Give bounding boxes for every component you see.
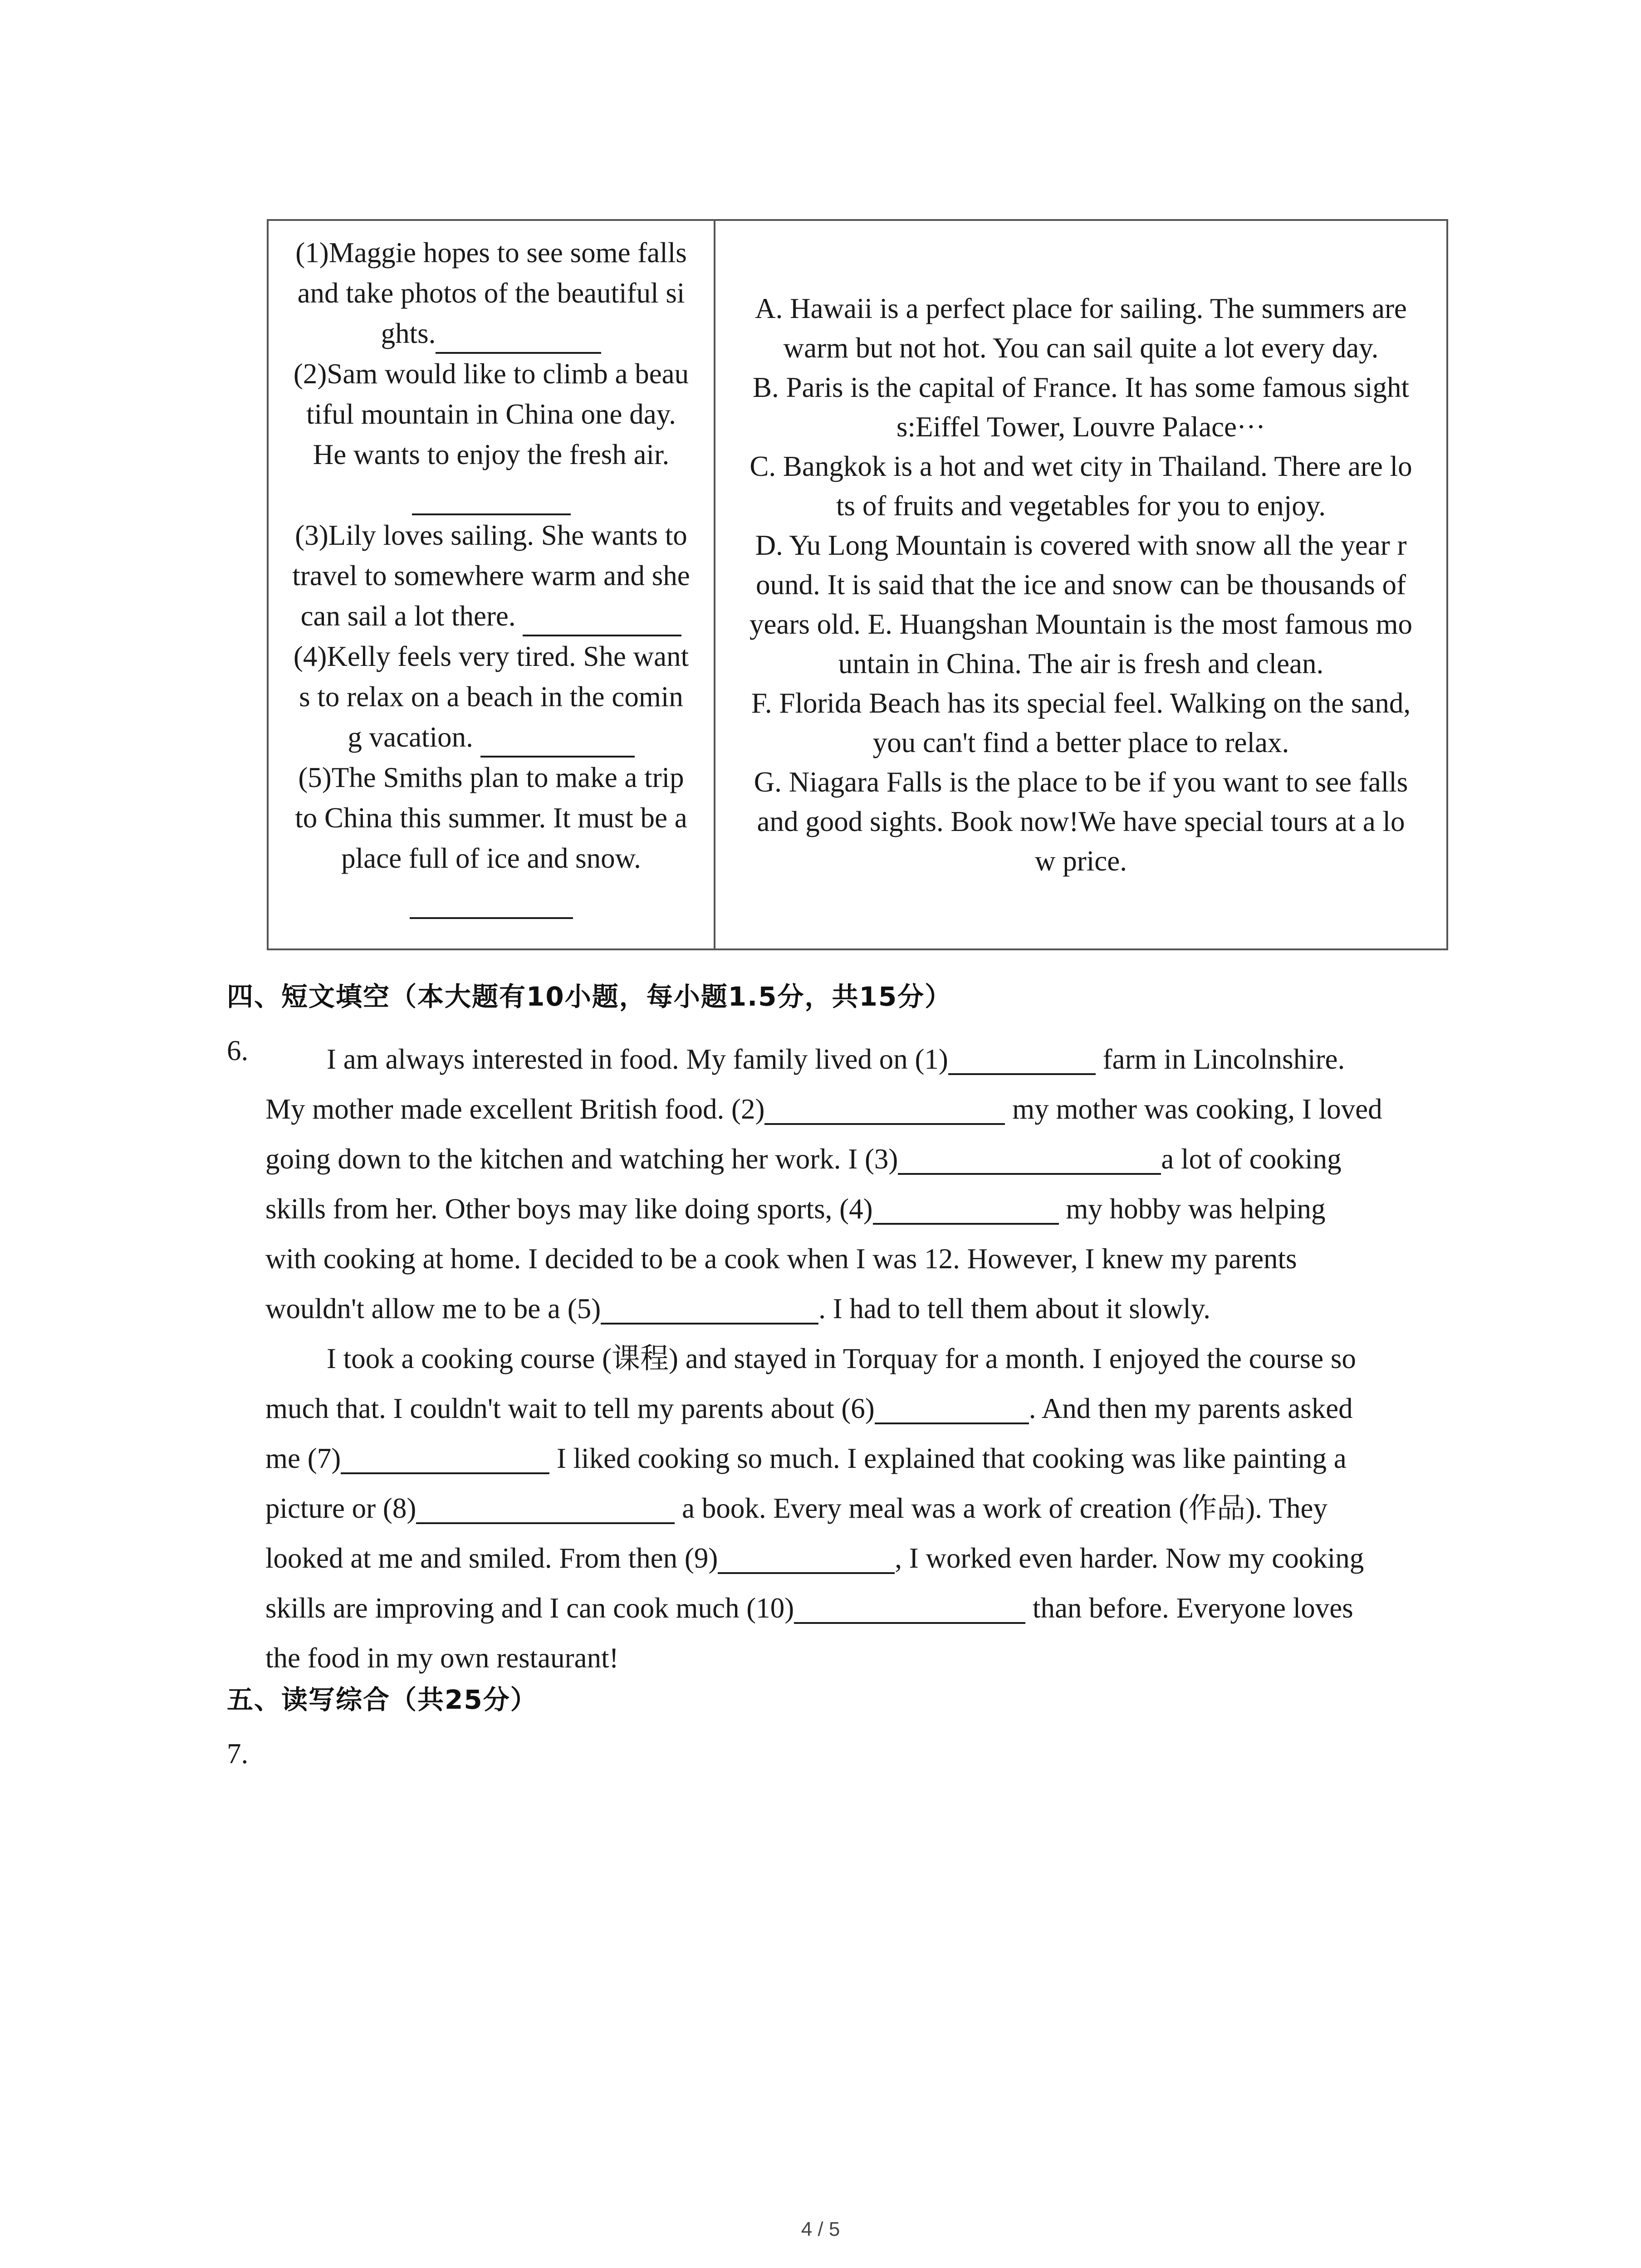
passage-text: the food in my own restaurant! <box>265 1642 619 1674</box>
passage-text: a book. Every meal was a work of creation (作品). They <box>675 1492 1327 1524</box>
section-5-heading: 五、读写综合（共25分） <box>227 1684 538 1715</box>
passage-text: going down to the kitchen and watching her work. I (3) <box>265 1143 898 1175</box>
cloze-blank-1[interactable] <box>948 1042 1096 1075</box>
answer-blank-3[interactable] <box>523 603 681 636</box>
q3-line3 <box>278 596 705 636</box>
passage-line <box>265 1533 1454 1583</box>
option-a-line1: A. Hawaii is a perfect place for sailing. The summers are <box>755 293 1407 324</box>
passage-line <box>265 1234 1454 1284</box>
options-column <box>715 221 1446 948</box>
cloze-blank-9[interactable] <box>718 1541 895 1574</box>
option-c-line1: C. Bangkok is a hot and wet city in Thailand. There are lo <box>749 450 1412 482</box>
passage-line <box>265 1284 1454 1334</box>
answer-blank-5[interactable] <box>410 885 573 919</box>
matching-table <box>267 219 1448 950</box>
question-3 <box>278 515 705 636</box>
passage-line <box>265 1633 1454 1683</box>
passage-text: farm in Lincolnshire. <box>1095 1043 1345 1075</box>
passage-text: I am always interested in food. My family lived on (1) <box>327 1043 948 1075</box>
q5-line1: (5)The Smiths plan to make a trip <box>298 762 684 793</box>
passage-text: I liked cooking so much. I explained that cooking was like painting a <box>549 1442 1347 1474</box>
passage-line <box>265 1483 1454 1533</box>
question-7-number: 7. <box>227 1738 249 1769</box>
passage-text: My mother made excellent British food. (2) <box>265 1093 765 1125</box>
cloze-blank-5[interactable] <box>601 1292 818 1325</box>
option-c-line2: ts of fruits and vegetables for you to enjoy. <box>836 490 1326 522</box>
passage-line <box>265 1583 1454 1633</box>
question-2 <box>278 354 705 515</box>
option-f-line2: you can't find a better place to relax. <box>872 727 1289 758</box>
cloze-blank-2[interactable] <box>764 1092 1005 1125</box>
passage-text: , I worked even harder. Now my cooking <box>895 1542 1364 1574</box>
passage-text: looked at me and smiled. From then (9) <box>265 1542 718 1574</box>
passage-text: wouldn't allow me to be a (5) <box>265 1293 601 1325</box>
option-a-line2: warm but not hot. You can sail quite a lot every day. <box>783 332 1379 364</box>
cloze-blank-4[interactable] <box>873 1192 1059 1225</box>
q1-line2: and take photos of the beautiful si <box>297 277 685 309</box>
passage-text: . And then my parents asked <box>1029 1393 1353 1424</box>
passage-text: skills are improving and I can cook much (10) <box>265 1592 794 1624</box>
passage-text: my hobby was helping <box>1058 1193 1326 1225</box>
q1-line3-text: ghts. <box>381 318 436 349</box>
page-number: 4 / 5 <box>801 2218 840 2240</box>
q2-line1: (2)Sam would like to climb a beau <box>293 358 689 390</box>
questions-column <box>269 221 715 948</box>
q3-line3-text: can sail a lot there. <box>300 600 516 632</box>
passage-text: . I had to tell them about it slowly. <box>818 1293 1210 1325</box>
q5-blank-row <box>278 879 705 942</box>
q4-line3-text: g vacation. <box>348 721 473 753</box>
passage-line <box>265 1433 1454 1483</box>
q2-blank-row <box>278 475 705 515</box>
q1-line3 <box>278 313 705 354</box>
option-b-line1: B. Paris is the capital of France. It has some famous sight <box>753 371 1409 403</box>
cloze-blank-8[interactable] <box>416 1491 675 1524</box>
passage-text: me (7) <box>265 1442 341 1474</box>
option-g-line2: and good sights. Book now!We have special tours at a lo <box>757 806 1405 837</box>
question-1 <box>278 233 705 354</box>
passage-text: with cooking at home. I decided to be a cook when I was 12. However, I knew my parents <box>265 1243 1297 1275</box>
option-e-line2: untain in China. The air is fresh and clean. <box>838 648 1324 679</box>
answer-blank-4[interactable] <box>480 724 635 758</box>
option-g-line3: w price. <box>1035 845 1127 877</box>
cloze-blank-7[interactable] <box>341 1442 549 1474</box>
option-b-line2: s:Eiffel Tower, Louvre Palace··· <box>896 411 1265 443</box>
q4-line2: s to relax on a beach in the comin <box>299 681 683 713</box>
cloze-blank-3[interactable] <box>898 1142 1161 1175</box>
q2-line2: tiful mountain in China one day. <box>306 398 676 430</box>
option-d-line2: ound. It is said that the ice and snow can be thousands of <box>756 569 1406 601</box>
question-6-number: 6. <box>227 1035 249 1066</box>
option-g-line1: G. Niagara Falls is the place to be if you want to see falls <box>754 766 1408 798</box>
cloze-blank-10[interactable] <box>794 1591 1025 1624</box>
option-d-line1: D. Yu Long Mountain is covered with snow all the year r <box>755 529 1407 561</box>
passage-text: my mother was cooking, I loved <box>1005 1093 1382 1125</box>
passage-line <box>265 1334 1454 1383</box>
question-4 <box>278 636 705 758</box>
passage-text: skills from her. Other boys may like doing sports, (4) <box>265 1193 873 1225</box>
answer-blank-1[interactable] <box>436 320 601 354</box>
passage-line <box>265 1383 1454 1433</box>
passage-line <box>265 1084 1454 1134</box>
passage-text: a lot of cooking <box>1161 1143 1342 1175</box>
passage-line <box>265 1184 1454 1234</box>
passage-line <box>265 1134 1454 1184</box>
q2-line3: He wants to enjoy the fresh air. <box>313 439 670 470</box>
option-de-line: years old. E. Huangshan Mountain is the most famous mo <box>749 608 1413 640</box>
passage-text: much that. I couldn't wait to tell my parents about (6) <box>265 1393 875 1424</box>
passage-text: I took a cooking course (课程) and stayed in Torquay for a month. I enjoyed the course so <box>327 1343 1356 1374</box>
passage-text: than before. Everyone loves <box>1025 1592 1353 1624</box>
cloze-passage <box>265 1034 1454 1683</box>
q4-line3 <box>278 717 705 758</box>
q3-line1: (3)Lily loves sailing. She wants to <box>295 519 687 551</box>
cloze-blank-6[interactable] <box>875 1392 1029 1424</box>
passage-text: picture or (8) <box>265 1492 416 1524</box>
q1-line1: (1)Maggie hopes to see some falls <box>295 237 687 269</box>
q4-line1: (4)Kelly feels very tired. She want <box>293 640 689 672</box>
q5-line2: to China this summer. It must be a <box>295 802 687 834</box>
q5-line3: place full of ice and snow. <box>341 842 641 874</box>
passage-line <box>265 1034 1454 1084</box>
option-f-line1: F. Florida Beach has its special feel. Walking on the sand, <box>751 687 1411 719</box>
answer-blank-2[interactable] <box>412 482 571 515</box>
q3-line2: travel to somewhere warm and she <box>292 560 690 591</box>
question-5 <box>278 758 705 942</box>
section-4-heading: 四、短文填空（本大题有10小题，每小题1.5分，共15分） <box>227 981 952 1012</box>
